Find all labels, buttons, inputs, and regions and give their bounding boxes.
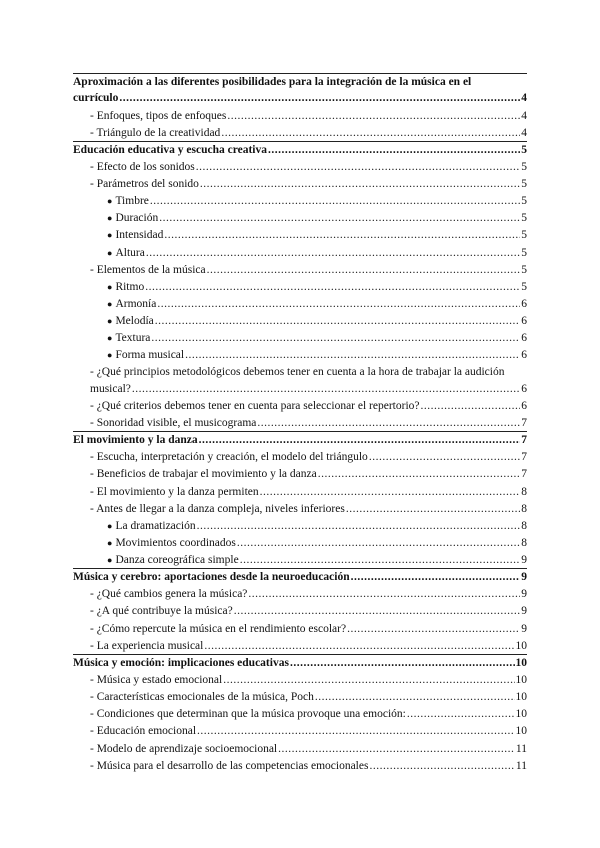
toc-item[interactable] [73,347,527,363]
bullet-icon: ● [107,298,113,309]
toc-text: Danza coreográfica simple [115,553,239,566]
dot-leader [257,415,520,431]
toc-text: - Escucha, interpretación y creación, el modelo del triángulo [90,451,368,464]
toc-item[interactable] [73,552,527,568]
dot-leader [237,535,520,551]
page-number: 9 [521,571,527,584]
page-number: 10 [515,674,527,687]
dot-leader [221,125,520,141]
toc-text-line-2-row [73,90,527,106]
toc-text: - Elementos de la música [90,263,206,276]
toc-item[interactable] [73,262,527,278]
toc-text: Música y emoción: implicaciones educativas [73,657,289,670]
toc-text: - ¿Qué criterios debemos tener en cuenta para seleccionar el repertorio? [90,399,420,412]
dot-leader [369,449,520,465]
toc-item[interactable] [73,210,527,226]
toc-item[interactable] [73,313,527,329]
page-number: 5 [521,263,527,276]
bullet-icon: ● [107,247,113,258]
bullet-icon: ● [107,520,113,531]
dot-leader [145,279,520,295]
toc-text: Ritmo [115,280,145,293]
dot-leader [315,689,515,705]
toc-text-line-2-row [90,381,527,397]
toc-item[interactable] [73,518,527,534]
dot-leader [240,552,521,568]
toc-text: - El movimiento y la danza permiten [90,485,259,498]
page-number: 6 [521,332,527,345]
toc-item[interactable] [73,176,527,192]
toc-text: La dramatización [115,519,196,532]
toc-text: Forma musical [115,349,185,362]
toc-text-line-2: currículo [73,92,119,105]
page-number: 5 [521,246,527,259]
page-number: 8 [521,485,527,498]
toc-heading[interactable] [73,142,527,158]
toc-item[interactable] [73,723,527,739]
toc-item[interactable] [73,125,527,141]
toc-item[interactable] [73,279,527,295]
dot-leader [159,210,520,226]
page-number: 10 [515,708,527,721]
dot-leader [421,398,521,414]
page-number: 7 [521,434,527,447]
toc-item[interactable] [73,621,527,637]
table-of-contents [73,73,527,774]
toc-item[interactable] [73,706,527,722]
page-number: 8 [521,519,527,532]
toc-item[interactable] [73,603,527,619]
dot-leader [185,347,520,363]
toc-text: Timbre [115,195,149,208]
toc-text: - Triángulo de la creatividad [90,126,221,139]
page-number: 9 [521,553,527,566]
toc-text: Duración [115,212,159,225]
toc-text: - Parámetros del sonido [90,178,199,191]
page-number: 5 [521,229,527,242]
dot-leader [260,484,521,500]
dot-leader [227,108,520,124]
toc-item[interactable] [73,672,527,688]
bullet-icon: ● [107,554,113,565]
bullet-icon: ● [107,213,113,224]
toc-text: Altura [115,246,145,259]
toc-text: Textura [115,332,151,345]
bullet-icon: ● [107,537,113,548]
toc-item[interactable] [73,449,527,465]
toc-text: - ¿Qué cambios genera la música? [90,588,248,601]
dot-leader [197,518,521,534]
page-number: 4 [521,126,527,139]
dot-leader [146,245,520,261]
bullet-icon: ● [107,315,113,326]
page-number: 6 [521,297,527,310]
toc-item[interactable] [73,364,527,397]
page-number: 10 [515,639,527,652]
toc-text: El movimiento y la danza [73,434,198,447]
toc-item[interactable] [73,227,527,243]
dot-leader [204,638,514,654]
toc-text: - Música y estado emocional [90,674,223,687]
toc-text: Movimientos coordinados [115,536,236,549]
page-number: 5 [521,212,527,225]
page-number: 10 [515,657,527,670]
toc-text: - Antes de llegar a la danza compleja, niveles inferiores [90,502,345,515]
bullet-icon: ● [107,196,113,207]
toc-text: - Modelo de aprendizaje socioemocional [90,742,278,755]
toc-item[interactable] [73,586,527,602]
toc-item[interactable] [73,330,527,346]
toc-text-line-1: Aproximación a las diferentes posibilidades para la integración de la música en el [73,76,472,88]
page-number: 10 [515,691,527,704]
dot-leader [407,706,515,722]
bullet-icon: ● [107,350,113,361]
page-number: 4 [521,109,527,122]
dot-leader [164,227,520,243]
page-number: 6 [521,382,527,395]
page-number: 7 [521,416,527,429]
page-number: 11 [515,742,527,755]
toc-text: - Características emocionales de la música, Poch [90,691,314,704]
page-number: 10 [515,725,527,738]
page-number: 9 [521,605,527,618]
page-number: 9 [521,588,527,601]
dot-leader [151,330,520,346]
page-number: 5 [521,280,527,293]
dot-leader [268,142,520,158]
page-number: 5 [521,161,527,174]
toc-text: - Educación emocional [90,725,197,738]
toc-item[interactable] [73,245,527,261]
dot-leader [196,159,520,175]
toc-heading[interactable] [73,655,527,671]
dot-leader [369,758,514,774]
toc-text: - Condiciones que determinan que la música provoque una emoción: [90,708,406,721]
toc-item[interactable] [73,535,527,551]
dot-leader [150,193,520,209]
toc-text: - Sonoridad visible, el musicograma [90,416,257,429]
bullet-icon: ● [107,333,113,344]
dot-leader [347,621,520,637]
dot-leader [200,176,520,192]
page-number: 9 [521,622,527,635]
dot-leader [207,262,521,278]
toc-item[interactable] [73,398,527,414]
toc-text-line-1: - ¿Qué principios metodológicos debemos tener en cuenta a la hora de trabajar la audición [90,366,505,379]
toc-text: - ¿A qué contribuye la música? [90,605,233,618]
toc-heading[interactable] [73,569,527,585]
toc-item[interactable] [73,484,527,500]
dot-leader [223,672,514,688]
page-number: 6 [521,399,527,412]
toc-text: Educación educativa y escucha creativa [73,144,267,156]
page-number: 5 [521,195,527,208]
dot-leader [132,381,520,397]
page-number: 4 [521,92,527,105]
toc-text: Armonía [115,297,157,310]
dot-leader [199,432,521,448]
dot-leader [119,90,520,106]
dot-leader [290,655,515,671]
toc-text: - Beneficios de trabajar el movimiento y la danza [90,468,317,481]
toc-text: - ¿Cómo repercute la música en el rendimiento escolar? [90,622,347,635]
toc-item[interactable] [73,758,527,774]
dot-leader [155,313,520,329]
dot-leader [278,741,515,757]
dot-leader [248,586,520,602]
toc-text: Melodía [115,314,154,327]
page-number: 6 [521,314,527,327]
toc-item[interactable] [73,689,527,705]
page-number: 8 [521,502,527,515]
bullet-icon: ● [107,281,113,292]
toc-item[interactable] [73,638,527,654]
toc-item[interactable] [73,501,527,517]
toc-text: - Enfoques, tipos de enfoques [90,109,227,122]
toc-item[interactable] [73,296,527,312]
page-number: 7 [521,451,527,464]
toc-text: - Música para el desarrollo de las competencias emocionales [90,759,369,772]
dot-leader [197,723,514,739]
page-number: 6 [521,349,527,362]
toc-item[interactable] [73,108,527,124]
page-number: 8 [521,536,527,549]
page-number: 7 [521,468,527,481]
bullet-icon: ● [107,230,113,241]
toc-text: - La experiencia musical [90,639,204,652]
toc-text: Intensidad [115,229,164,242]
page-number: 5 [521,144,527,156]
dot-leader [346,501,520,517]
page-number: 5 [521,178,527,191]
toc-item[interactable] [73,159,527,175]
toc-text-line-2: musical? [90,382,131,395]
toc-heading[interactable] [73,432,527,448]
toc-item[interactable] [73,741,527,757]
toc-text: - Efecto de los sonidos [90,161,195,174]
dot-leader [318,466,521,482]
dot-leader [234,603,521,619]
page-number: 11 [515,759,527,772]
dot-leader [157,296,520,312]
dot-leader [351,569,521,585]
toc-text: Música y cerebro: aportaciones desde la neuroeducación [73,571,350,584]
toc-item[interactable] [73,466,527,482]
toc-item[interactable] [73,193,527,209]
toc-item[interactable] [73,415,527,431]
toc-heading[interactable] [73,74,527,107]
